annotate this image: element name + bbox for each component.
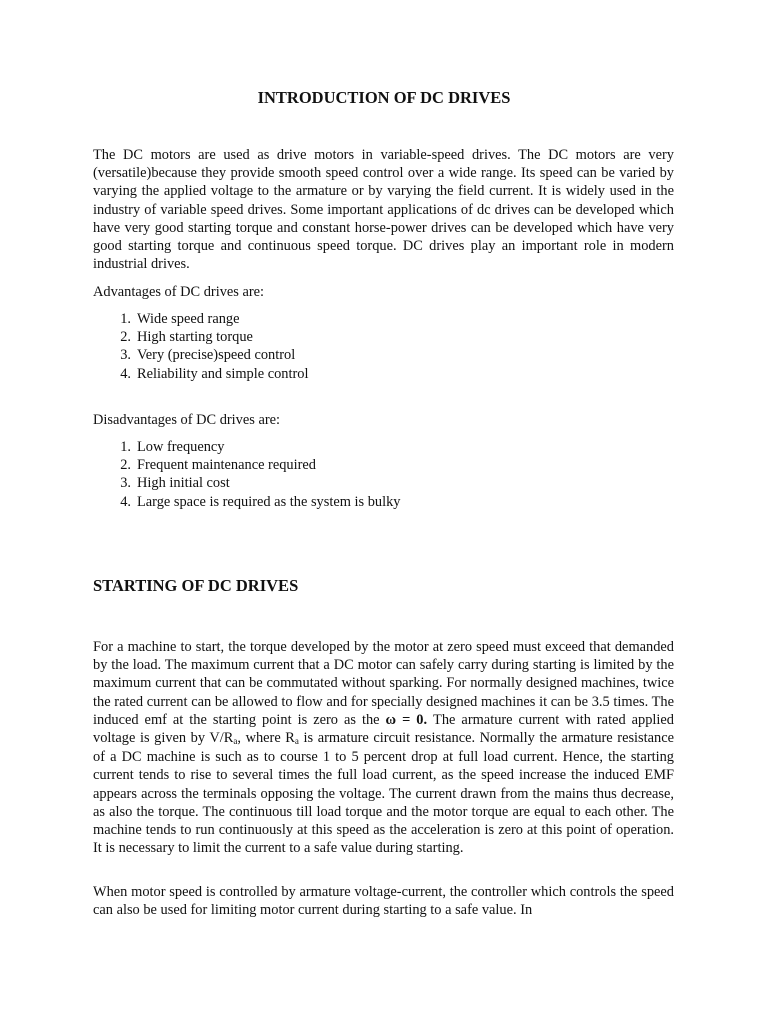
- paragraph-text: , where R: [237, 730, 295, 747]
- disadvantages-label: Disadvantages of DC drives are:: [93, 412, 281, 428]
- advantages-list: [112, 310, 308, 383]
- advantages-label: Advantages of DC drives are:: [93, 284, 265, 300]
- list-item-text: Low frequency: [137, 439, 225, 455]
- list-item-text: Very (precise)speed control: [137, 347, 296, 364]
- list-number: 3.: [120, 347, 131, 364]
- list-number: 4.: [120, 365, 131, 382]
- list-item-text: High initial cost: [137, 475, 230, 492]
- subscript: a: [294, 736, 299, 747]
- starting-paragraph: [93, 638, 674, 857]
- section-title: STARTING OF DC DRIVES: [93, 576, 299, 595]
- list-item-text: Frequent maintenance required: [137, 457, 317, 474]
- list-number: 2.: [120, 329, 131, 346]
- list-item-text: High starting torque: [137, 329, 253, 346]
- list-item-text: Large space is required as the system is bulky: [137, 493, 401, 510]
- list-item-text: Wide speed range: [137, 311, 240, 327]
- list-item-text: Reliability and simple control: [137, 365, 309, 382]
- page-title: INTRODUCTION OF DC DRIVES: [257, 88, 511, 107]
- paragraph-text: For a machine to start, the torque developed by the motor at zero speed must exceed that demanded by the load. The maximum current that a DC motor can safely carry during starting is limited by the maximum current that can be commutated without sparking. For normally designed machines, twice the rated current can be allowed to flow and for specially designed machines it can be 3.5 times. The induced emf at the starting point is zero as the: [93, 639, 674, 728]
- list-item: [112, 438, 401, 456]
- list-item: [112, 493, 401, 511]
- list-number: 4.: [120, 493, 131, 510]
- paragraph-text: is armature circuit resistance. Normally the armature resistance of a DC machine is such as to course 1 to 5 percent drop at full load current. Hence, the starting current tends to rise to several times the full load current, as the speed increase the induced EMF appears across the terminals opposing the voltage. The current drawn from the mains thus decrease, as also the torque. The continuous till load torque and the motor torque are equal to each other. The machine tends to run continuously at this speed as the acceleration is zero at this point of operation. It is necessary to limit the current to a safe value during starting.: [93, 730, 675, 857]
- disadvantages-list: [112, 438, 401, 511]
- list-item: [112, 365, 308, 383]
- list-item: [112, 310, 308, 328]
- omega-equation: ω = 0.: [385, 711, 428, 728]
- subscript: a: [233, 736, 238, 747]
- list-item: [112, 328, 308, 346]
- list-number: 3.: [120, 475, 131, 492]
- list-number: 1.: [120, 311, 131, 327]
- list-item: [112, 456, 401, 474]
- list-number: 1.: [120, 439, 131, 455]
- list-item: [112, 474, 401, 492]
- last-paragraph: When motor speed is controlled by armature voltage-current, the controller which controls the speed can also be used for limiting motor current during starting to a safe value. In: [93, 884, 674, 919]
- paragraph-text: The armature current with rated applied voltage is given by V/R: [93, 711, 674, 747]
- list-item: [112, 346, 308, 364]
- intro-paragraph: The DC motors are used as drive motors in variable-speed drives. The DC motors are very (versatile)because they provide smooth speed control over a wide range. Its speed can be varied by varying the applied voltage to the armature or by varying the field current. It is widely used in the industry of variable speed drives. Some important applications of dc drives can be developed which have very good starting torque and constant horse-power drives can be developed which have very good starting torque and continuous speed torque. DC drives play an important role in modern industrial drives.: [93, 147, 674, 273]
- list-number: 2.: [120, 457, 131, 474]
